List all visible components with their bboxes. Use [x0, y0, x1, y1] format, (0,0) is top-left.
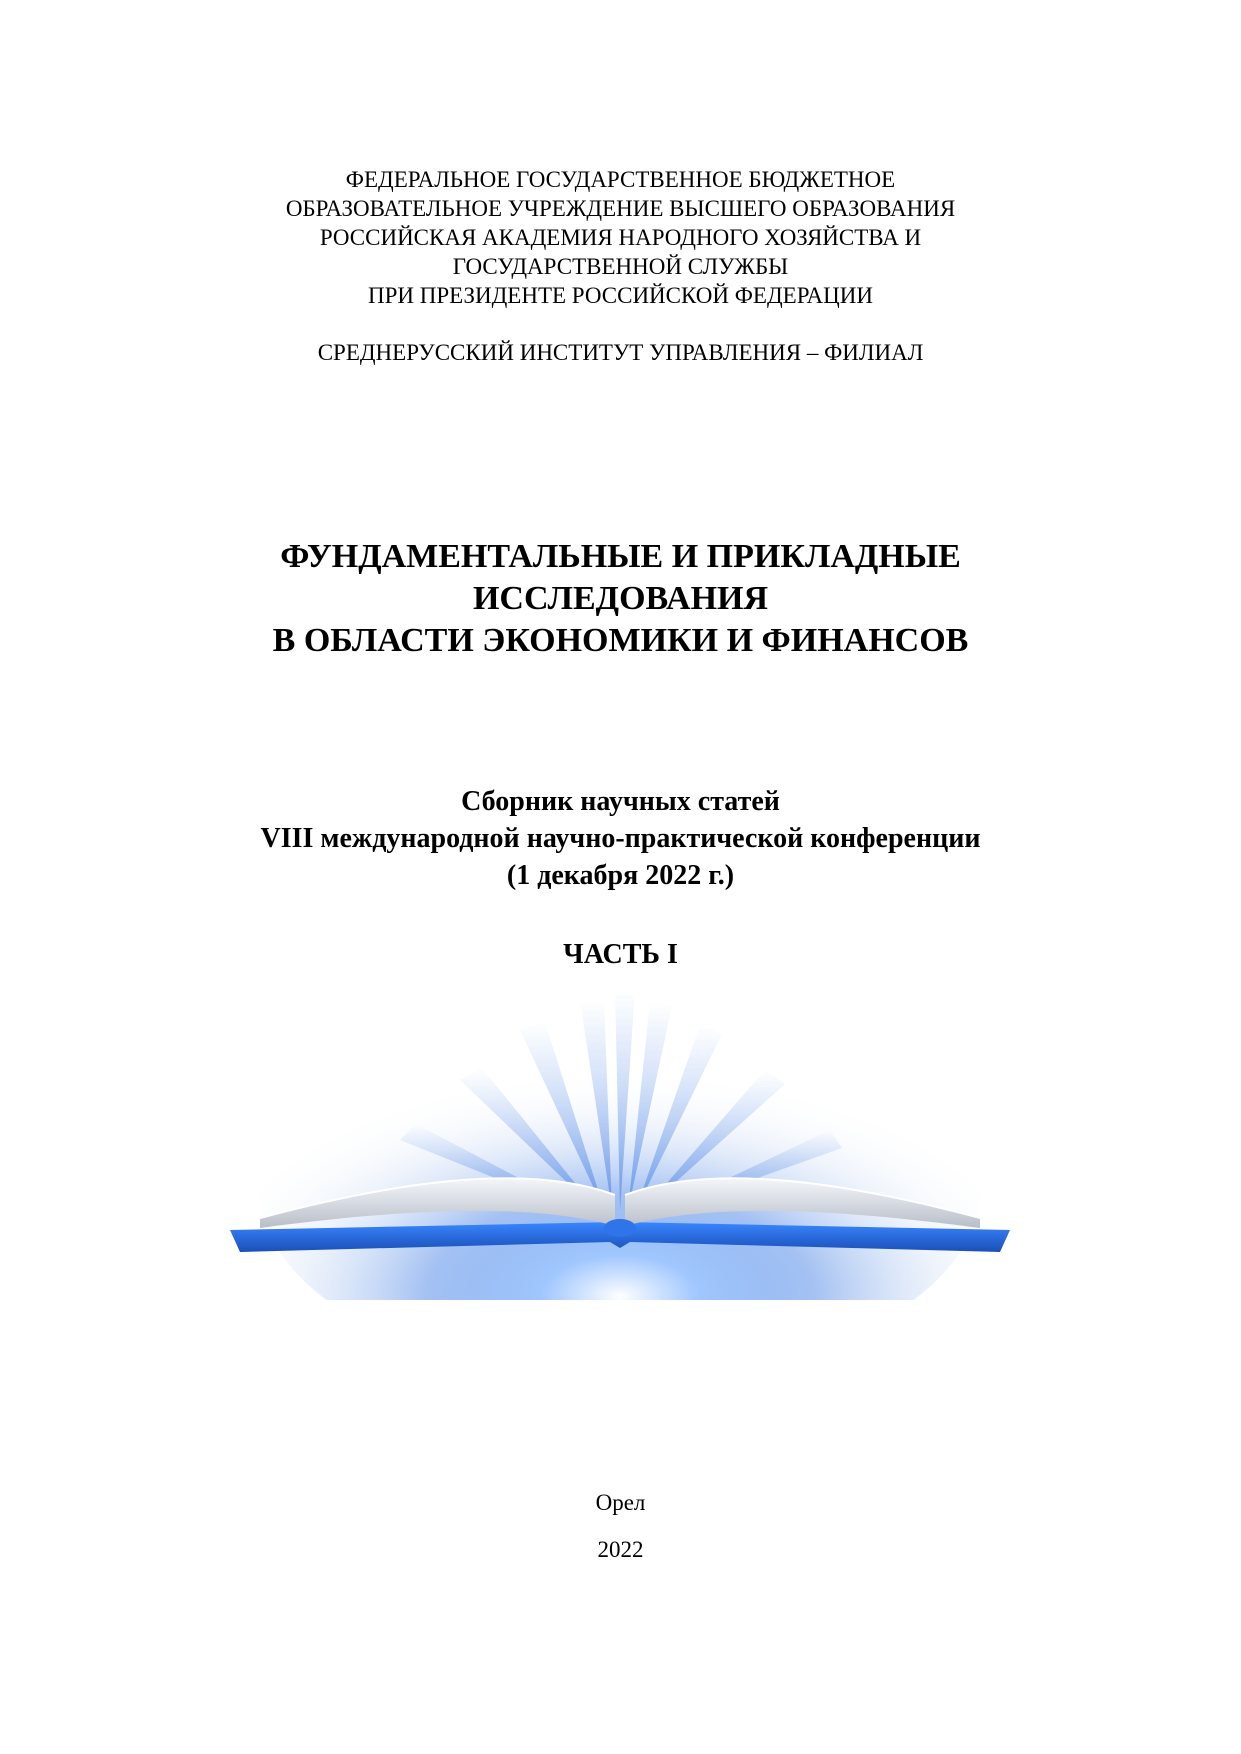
subtitle-line: (1 декабря 2022 г.) [506, 860, 735, 891]
subtitle-line: Сборник научных статей [461, 786, 780, 817]
institution-line: РОССИЙСКАЯ АКАДЕМИЯ НАРОДНОГО ХОЗЯЙСТВА И [319, 225, 922, 250]
book-spine [604, 1219, 636, 1237]
branch-name: СРЕДНЕРУССКИЙ ИНСТИТУТ УПРАВЛЕНИЯ – ФИЛИАЛ [317, 340, 924, 365]
part-label: ЧАСТЬ I [563, 939, 678, 970]
title-line: В ОБЛАСТИ ЭКОНОМИКИ И ФИНАНСОВ [272, 622, 969, 659]
publication-year: 2022 [597, 1537, 644, 1562]
institution-heading [0, 165, 1241, 310]
institution-line: ФЕДЕРАЛЬНОЕ ГОСУДАРСТВЕННОЕ БЮДЖЕТНОЕ [345, 167, 896, 192]
document-subtitle [0, 783, 1241, 894]
institution-line: ПРИ ПРЕЗИДЕНТЕ РОССИЙСКОЙ ФЕДЕРАЦИИ [367, 283, 873, 308]
institution-line: ГОСУДАРСТВЕННОЙ СЛУЖБЫ [452, 254, 789, 279]
title-line: ФУНДАМЕНТАЛЬНЫЕ И ПРИКЛАДНЫЕ [280, 538, 961, 575]
open-book-icon [220, 990, 1020, 1300]
document-title [0, 536, 1241, 662]
publication-city: Орел [595, 1490, 646, 1515]
institution-line: ОБРАЗОВАТЕЛЬНОЕ УЧРЕЖДЕНИЕ ВЫСШЕГО ОБРАЗОВАНИЯ [285, 196, 956, 221]
title-line: ИССЛЕДОВАНИЯ [472, 580, 769, 617]
subtitle-line: VIII международной научно-практической конференции [260, 823, 981, 854]
